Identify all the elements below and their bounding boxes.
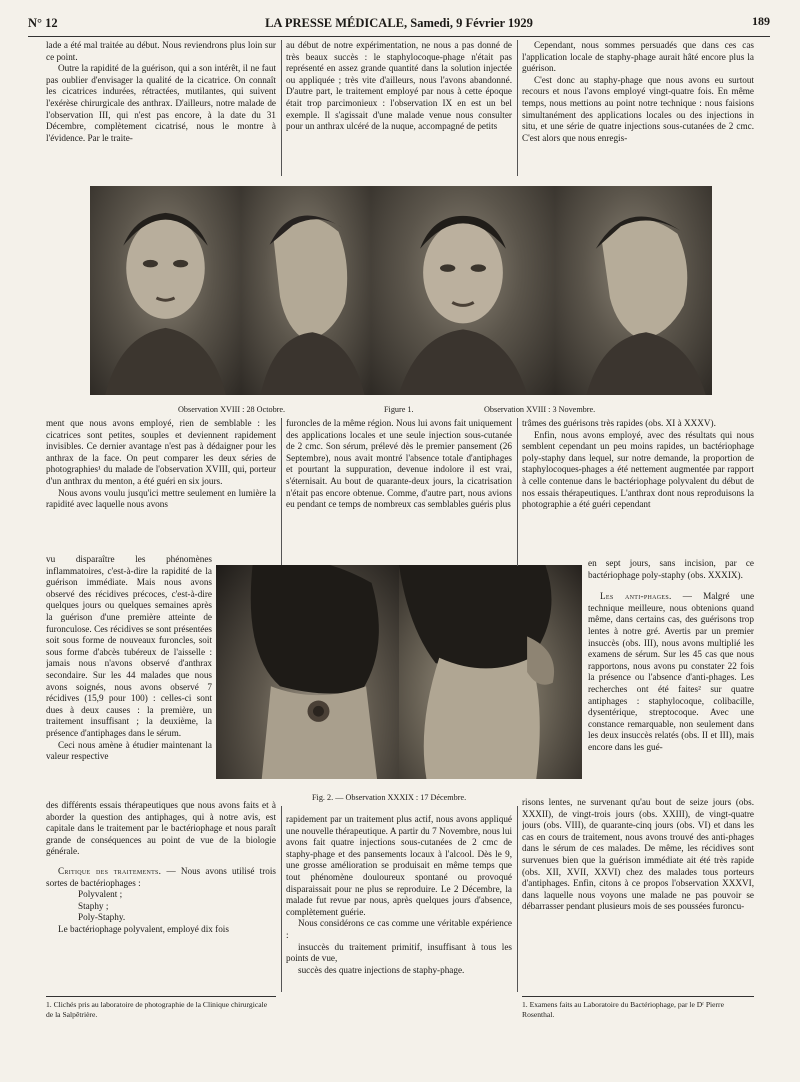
footnote-rule-left (46, 996, 276, 997)
middle-column-3-bottom: risons lentes, ne survenant qu'au bout de seize jours (obs. XXXII), de vingt-trois jours (obs. XXIII), de vingt-quatre jours (obs. VIII), de quarante-cinq jours (obs. VI) et dans les cas en cours de traitement, nous avons trouvé des anti-phages dans le sérum de ces malades. De même, les récidives sont survenues bien que la guérison immédiate ait été très rapide (obs. XII, XVII, XXVI) chez des malades tous porteurs d'antiphages. Enfin, citons à ce propos l'observation XXXVI, dans laquelle nous voyons une malade ne pas pouvoir se débarrasser pendant plusieurs mois de ses poussées furoncu- (522, 797, 754, 912)
top-column-3: Cependant, nous sommes persuadés que dans ces cas l'application locale de staphy-phage aurait hâté encore plus la guérison. C'est donc au staphy-phage que nous avons eu surtout recours et nous l'avons employé vingt-quatre fois. En même temps, nous mettions au point notre technique : nous faisions simultanément des applications locales ou des injections in situ, et une série de quatre injections sous-cutanées de 2 cmc. C'est alors que nous enregis- (522, 40, 754, 143)
issue-number: N° 12 (28, 16, 58, 30)
figure2-caption: Fig. 2. — Observation XXXIX : 17 Décembre. (312, 793, 467, 802)
journal-title: LA PRESSE MÉDICALE, Samedi, 9 Février 1929 (265, 16, 533, 30)
footnote-right: 1. Examens faits au Laboratoire du Bactériophage, par le Dʳ Pierre Rosenthal. (522, 1000, 724, 1019)
middle-column-3-top: trâmes des guérisons très rapides (obs. XI à XXXV). Enfin, nous avons employé, avec des résultats qui nous semblent cependant un peu moins rapides, un bactériophage poly-staphy dans lequel, sur notre demande, la proportion de staphylocoques-phages a été nettement augmentée par rapport à celle contenue dans le bactériophage polyvalent du début de nos essais thérapeutiques. L'anthrax dont nous reproduisons la photographie a été guéri cependant (522, 418, 754, 510)
middle-column-1-after: des différents essais thérapeutiques que nous avons faits et à aborder la question des antiphages, qui à notre avis, est capitale dans le traitement par le bactériophage et nous paraît grande de conséquences au point de vue de la biologie générale. Critique des traitements. — Nous avons utilisé trois sortes de bactériophages : Polyvalent ; Staphy ; Poly-Staphy. Le bactériophage polyvalent, employé dix fois (46, 800, 276, 934)
top-column-2: au début de notre expérimentation, ne nous a pas donné de très beaux succès : le staphylocoque-phage n'était pas représenté en assez grande quantité dans la solution injectée ou appliquée ; très vite d'ailleurs, nous l'avons abandonné. D'autre part, le traitement employé par nous à cette époque était trop parcimonieux : l'observation IX en est un bel exemple. Il s'agissait d'une malade venue nous consulter pour un anthrax ulcéré de la nuque, accompagné de petits (286, 40, 512, 132)
figure1-caption-left: Observation XVIII : 28 Octobre. (178, 405, 286, 414)
column-divider (281, 418, 282, 566)
middle-column-2-top: furoncles de la même région. Nous lui avons fait uniquement des applications locales et une seule injection sous-cutanée de 2 cmc. Son sérum, prélevé dès le premier pansement (26 Septembre), nous avait montré l'absence totale d'antiphages et pourtant la suppuration, devenue indolore il est vrai, s'éternisait. Au bout de quarante-deux jours, la cicatrisation n'était pas encore obtenue. Comme, d'autre part, nous avions eu pendant ce temps de nombreux cas semblables guéris plus (286, 418, 512, 510)
page-number: 189 (752, 14, 770, 28)
photo-front-view-oct (90, 186, 241, 395)
antiphages-heading: Les anti-phages. (600, 591, 672, 602)
top-column-1: lade a été mal traitée au début. Nous reviendrons plus loin sur ce point. Outre la rapidité de la guérison, qui a son intérêt, il ne faut pas oublier d'envisager la qualité de la cicatrice. On connaît les cicatrices indurées, rétractées, mutilantes, qui suivent l'exérèse chirurgicale des anthrax. D'ailleurs, notre malade de l'observation III, qui n'est pas encore, à la date du 31 Décembre, complètement cicatrisé, nous le montre à l'évidence. Par le traite- (46, 40, 276, 143)
header-rule (28, 36, 770, 37)
column-divider (517, 40, 518, 176)
page-header (28, 14, 770, 34)
footnote-left: 1. Clichés pris au laboratoire de photographie de la Clinique chirurgicale de la Salpêtrière. (46, 1000, 268, 1019)
column-divider (517, 806, 518, 992)
column-divider (281, 806, 282, 992)
middle-column-1-full: ment que nous avons employé, rien de semblable : les cicatrices sont petites, souples et deviennent rapidement invisibles. Ce dernier avantage n'est pas à dédaigner pour les anthrax de la face. On peut comparer les deux séries de photographies¹ du malade de l'observation XVIII, qui, porteur d'un anthrax du menton, a été guéri en six jours. Nous avons voulu jusqu'ici mettre seulement en lumière la rapidité avec laquelle nous avons (46, 418, 276, 510)
photo-front-view-nov (371, 186, 555, 395)
critique-heading: Critique des traitements. (58, 865, 162, 876)
photo-neck-side-view (399, 565, 582, 779)
middle-column-1-narrow: vu disparaître les phénomènes inflammatoires, c'est-à-dire la rapidité de la guérison immédiate. Mais nous avons observé des récidives précoces, c'est-à-dire quelques jours ou quelques semaines après la guérison d'une première atteinte de furonculose. Ces récidives se sont présentées soit sous forme de nouveaux furoncles, soit sous forme d'abcès tubéreux de l'aisselle : jamais nous n'avons observé d'anthrax secondaire. Sur les 44 malades que nous avons soignés, nous avons observé 7 récidives (15,9 pour 100) : celles-ci sont dues à deux causes : la première, un traitement insuffisant ; la deuxième, la présence d'antiphages dans le sérum. Ceci nous amène à étudier maintenant la valeur respective (46, 554, 212, 762)
photo-profile-view-oct (241, 186, 371, 395)
column-divider (281, 40, 282, 176)
photo-profile-view-nov (555, 186, 712, 395)
figure1-caption-right: Observation XVIII : 3 Novembre. (484, 405, 596, 414)
middle-column-3-narrow: en sept jours, sans incision, par ce bactériophage poly-staphy (obs. XXXIX). Les anti-phages. — Malgré une technique meilleure, nous obtenions quand même, dans certains cas, des guérisons trop lentes à notre gré. Avertis par un premier insuccès (obs. III), nous avons multiplié les examens de sérum. Sur les 45 cas que nous rapportons, nous avons pu constater 22 fois la présence ou l'absence d'anti-phages. Les recherches ont été faites² sur quatre antiphages : staphylocoque, colibacille, dysentérique, streptocoque. Avec une constance remarquable, non seulement dans les deux insuccès relatés (obs. II et III), mais encore dans les gué- (588, 558, 754, 752)
column-divider (517, 418, 518, 566)
figure1-caption-center: Figure 1. (384, 405, 414, 414)
photo-neck-back-view (216, 565, 399, 779)
footnote-rule-right (522, 996, 754, 997)
middle-column-2-bottom: rapidement par un traitement plus actif, nous avons appliqué une nouvelle thérapeutique. A partir du 7 Novembre, nous lui avons fait quatre injections sous-cutanées de 2 cmc de staphy-phage et des pansements locaux à l'alcool. Dès le 9, une grosse amélioration se produisait en même temps que tout phénomène douloureux spontané ou provoqué disparaissait pour ne plus se reproduire. Le 2 Décembre, la malade fut revue par nous, après quelques jours d'absence, complètement guérie. Nous considérons ce cas comme une véritable expérience : insuccès du traitement primitif, insuffisant à tous les points de vue, succès des quatre injections de staphy-phage. (286, 814, 512, 975)
